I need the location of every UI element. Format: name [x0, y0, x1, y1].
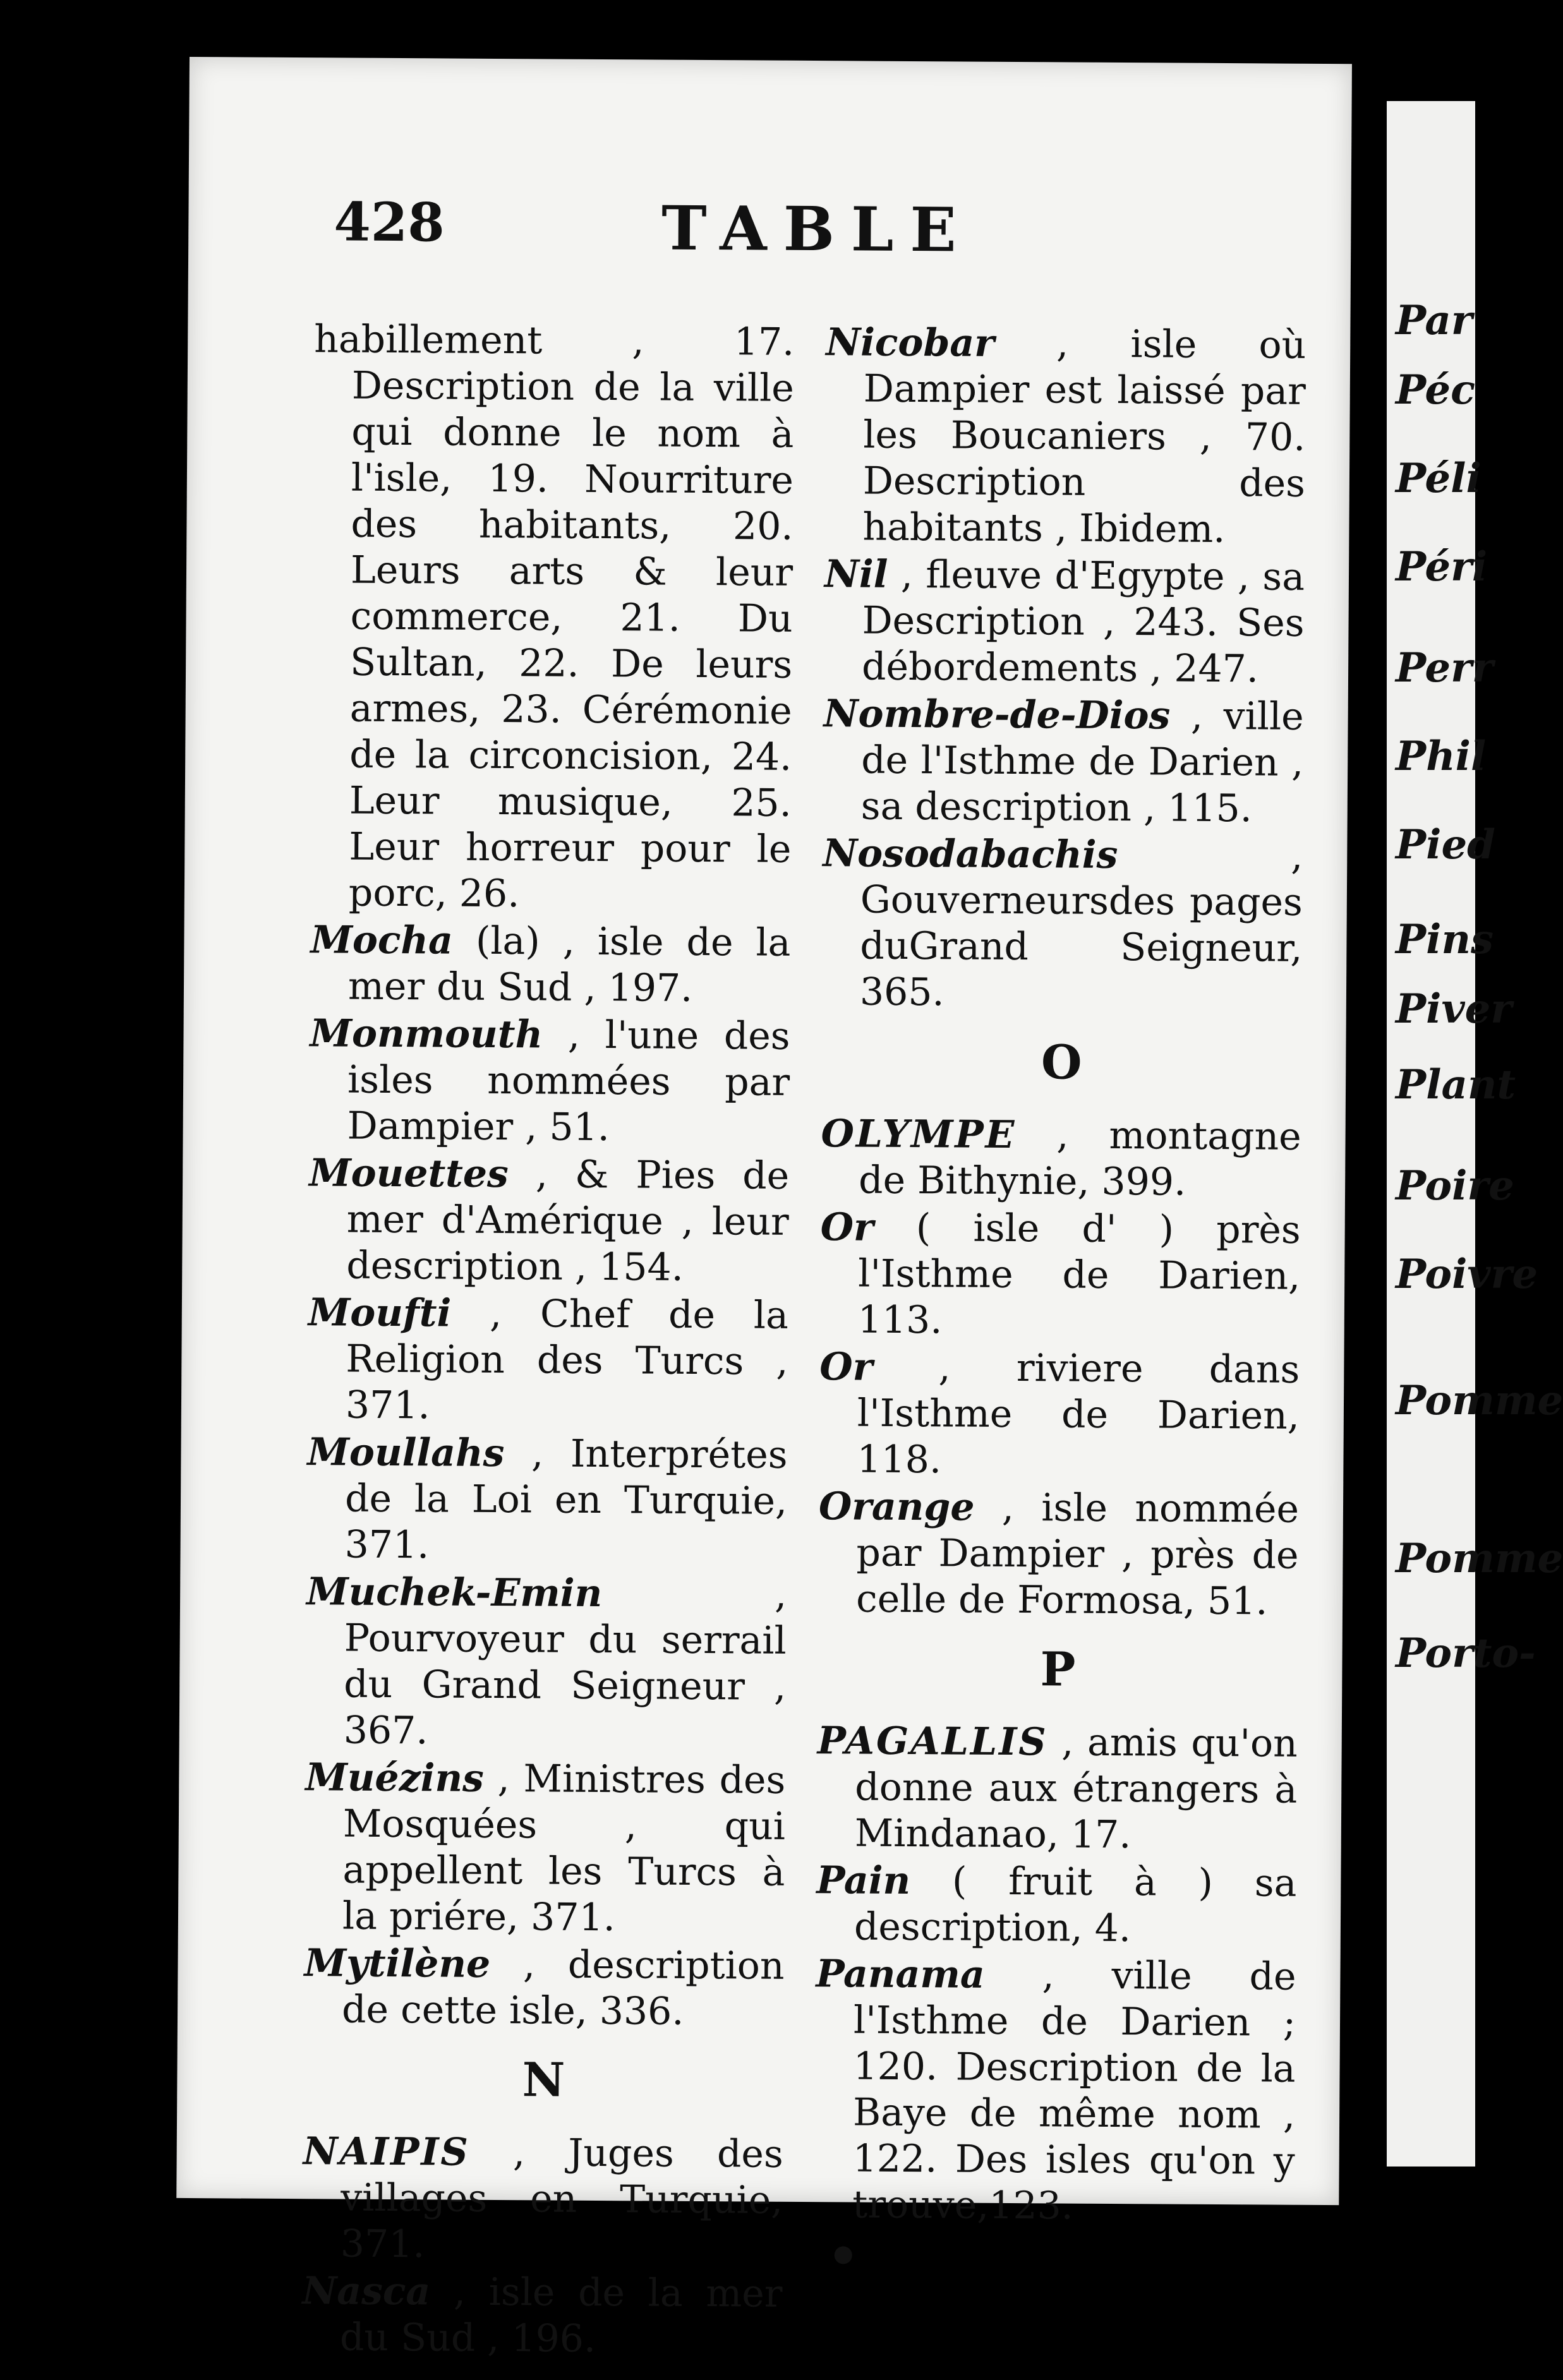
- facing-page-stub: Poire: [1396, 1162, 1514, 1210]
- entry-text: [305, 1755, 786, 1942]
- entry-text: [823, 691, 1304, 832]
- entry-text: [302, 2268, 783, 2364]
- entry-text: [306, 1569, 787, 1757]
- entry-headword: Mocha: [310, 918, 454, 963]
- entry-body: , & Pies de mer d'Amérique , leur description , 154.: [346, 1152, 790, 1290]
- index-entry: [824, 551, 1305, 693]
- entry-body: , montagne de Bithynie, 399.: [858, 1113, 1301, 1205]
- entry-body: , isle où Dampier est laissé par les Boucaniers , 70. Description des habitants , Ibidem.: [862, 322, 1307, 552]
- entry-text: [304, 1940, 785, 2036]
- entry-headword: Pain: [816, 1858, 911, 1904]
- facing-page-stub: Poivre: [1396, 1251, 1538, 1298]
- entry-body: , Gouverneursdes pages duGrand Seigneur, 365.: [859, 834, 1303, 1015]
- index-entry: [819, 1344, 1300, 1486]
- entry-body: , ville de l'Isthme de Darien , sa description , 115.: [860, 694, 1304, 831]
- entry-body: ( fruit à ) sa description, 4.: [854, 1859, 1297, 1951]
- entry-body: , description de cette isle, 336.: [341, 1942, 785, 2034]
- entry-headword: Muchek-Emin: [306, 1570, 603, 1616]
- entry-headword: Muézins: [305, 1755, 485, 1801]
- entry-body: , fleuve d'Egypte , sa Description , 243. Ses débordements , 247.: [861, 552, 1305, 692]
- entry-text: [306, 1429, 787, 1571]
- entry-body: , Chef de la Religion des Turcs , 371.: [345, 1291, 789, 1428]
- entry-headword: Monmouth: [310, 1011, 543, 1057]
- facing-page-stub: Par: [1396, 297, 1473, 344]
- entry-text: [817, 1718, 1298, 1860]
- left-column: [302, 316, 795, 2365]
- entry-body: , l'une des isles nommées par Dampier , 51.: [347, 1013, 790, 1150]
- entry-body: , Interprétes de la Loi en Turquie, 371.: [344, 1431, 788, 1568]
- entry-headword: Nosodabachis: [823, 831, 1118, 877]
- facing-page-stub: Phil: [1396, 733, 1487, 780]
- index-entry: [817, 1718, 1298, 1860]
- right-column: [814, 320, 1306, 2232]
- entry-headword: Moufti: [308, 1290, 452, 1336]
- index-entry: [303, 2129, 783, 2270]
- entry-headword: Nasca: [302, 2269, 431, 2314]
- entry-headword: OLYMPE: [821, 1112, 1017, 1158]
- entry-headword: Orange: [818, 1484, 975, 1530]
- entry-text: [818, 1484, 1299, 1625]
- facing-page-stub: Péc: [1396, 366, 1476, 414]
- index-entry: [308, 1150, 789, 1292]
- entry-text: [308, 1150, 789, 1292]
- facing-page-stub: Pied: [1396, 821, 1495, 868]
- entry-body: ( isle d' ) près l'Isthme de Darien, 113.: [857, 1206, 1301, 1343]
- entry-headword: Nicobar: [826, 320, 995, 366]
- index-entry: [820, 1205, 1301, 1346]
- entry-text: [308, 1290, 788, 1431]
- index-entry: [816, 1858, 1297, 1953]
- section-letter-p: P: [1040, 1642, 1076, 1697]
- index-entry: [306, 1569, 787, 1757]
- index-entry: [824, 320, 1306, 553]
- entry-headword: Moullahs: [307, 1430, 505, 1476]
- facing-page-stub: Péli: [1396, 455, 1482, 502]
- right-entries-p: [814, 1718, 1298, 2231]
- entry-text: [821, 1111, 1301, 1206]
- index-entry: [821, 1111, 1301, 1206]
- entry-body: , amis qu'on donne aux étrangers à Mindanao, 17.: [854, 1720, 1298, 1858]
- facing-page-stub: Pomme: [1396, 1535, 1563, 1582]
- entry-body: , isle de la mer du Sud , 196.: [339, 2269, 783, 2361]
- index-entry: [823, 691, 1304, 832]
- entry-text: [814, 1951, 1296, 2231]
- facing-page-edge: [1387, 101, 1563, 2167]
- index-entry: [310, 917, 791, 1013]
- index-entry: [302, 2268, 783, 2364]
- index-entry: [304, 1940, 785, 2036]
- entry-headword: NAIPIS: [303, 2129, 470, 2175]
- entry-headword: Nil: [824, 552, 888, 597]
- entry-headword: Or: [819, 1345, 873, 1390]
- entry-headword: Nombre-de-Dios: [823, 692, 1171, 738]
- printer-mark: [835, 2246, 852, 2264]
- index-entry: [814, 1951, 1296, 2231]
- index-entry: [306, 1429, 787, 1571]
- facing-page-stub: Pomme: [1396, 1377, 1563, 1424]
- facing-page-stub: Perr: [1396, 644, 1494, 692]
- entry-headword: Or: [820, 1205, 874, 1250]
- entry-text: [819, 1344, 1300, 1486]
- entry-headword: Mytilène: [304, 1941, 491, 1986]
- index-entry: [311, 316, 795, 919]
- left-entries: [304, 316, 795, 2036]
- facing-page-stub: Plant: [1396, 1061, 1516, 1109]
- index-entry: [305, 1755, 786, 1942]
- right-entries: [822, 320, 1307, 1018]
- book-page: [176, 57, 1352, 2361]
- section-letter-n: N: [522, 2053, 565, 2108]
- entry-text: [822, 831, 1303, 1018]
- entry-headword: Panama: [816, 1952, 985, 1997]
- entry-body: , Pourvoyeur du serrail du Grand Seigneur , 367.: [343, 1572, 787, 1753]
- entry-body: , ville de l'Isthme de Darien ; 120. Description de la Baye de même nom , 122. Des isles qu'on y trouve,123.: [852, 1953, 1296, 2228]
- running-head: TABLE: [661, 192, 973, 266]
- entry-body: , Juges des villages en Turquie, 371.: [340, 2131, 783, 2267]
- page-number: 428: [334, 190, 445, 254]
- entry-body: , Ministres des Mosquées , qui appellent les Turcs à la priére, 371.: [342, 1757, 786, 1940]
- entry-headword: Mouettes: [308, 1151, 509, 1197]
- index-entry: [308, 1290, 788, 1431]
- entry-body: , riviere dans l'Isthme de Darien, 118.: [857, 1345, 1300, 1482]
- entry-text: [303, 2129, 783, 2270]
- facing-page-stub: Piver: [1396, 985, 1512, 1033]
- index-entry: [818, 1484, 1299, 1625]
- index-entry: [822, 831, 1303, 1018]
- page-header: [334, 190, 1301, 265]
- index-entry: [309, 1011, 790, 1152]
- entry-text: [820, 1205, 1301, 1346]
- entry-text: [824, 320, 1306, 553]
- section-letter-o: O: [1041, 1035, 1082, 1090]
- entry-body: , isle nommée par Dampier , près de celle de Formosa, 51.: [855, 1485, 1300, 1624]
- entry-text: [816, 1858, 1297, 1953]
- facing-page-stub: Péri: [1396, 543, 1488, 591]
- entry-text: [309, 1011, 790, 1152]
- entry-text: [310, 917, 791, 1013]
- right-entries-o: [818, 1111, 1301, 1625]
- entry-text: [824, 551, 1305, 693]
- facing-page-stub: Porto-: [1396, 1630, 1536, 1677]
- facing-page-stub: Pins: [1396, 916, 1494, 963]
- left-entries-n: [302, 2129, 783, 2364]
- entry-text: [311, 316, 795, 919]
- entry-body: habillement , 17. Description de la ville qui donne le nom à l'isle, 19. Nourriture des habitants, 20. Leurs arts & leur commerce, 21. Du Sultan, 22. De leurs armes, 23. Cérémonie de la circoncision, 24. Leur musique, 25. Leur horreur pour le porc, 26.: [314, 317, 795, 917]
- entry-body: (la) , isle de la mer du Sud , 197.: [347, 918, 791, 1011]
- entry-headword: PAGALLIS: [817, 1719, 1048, 1765]
